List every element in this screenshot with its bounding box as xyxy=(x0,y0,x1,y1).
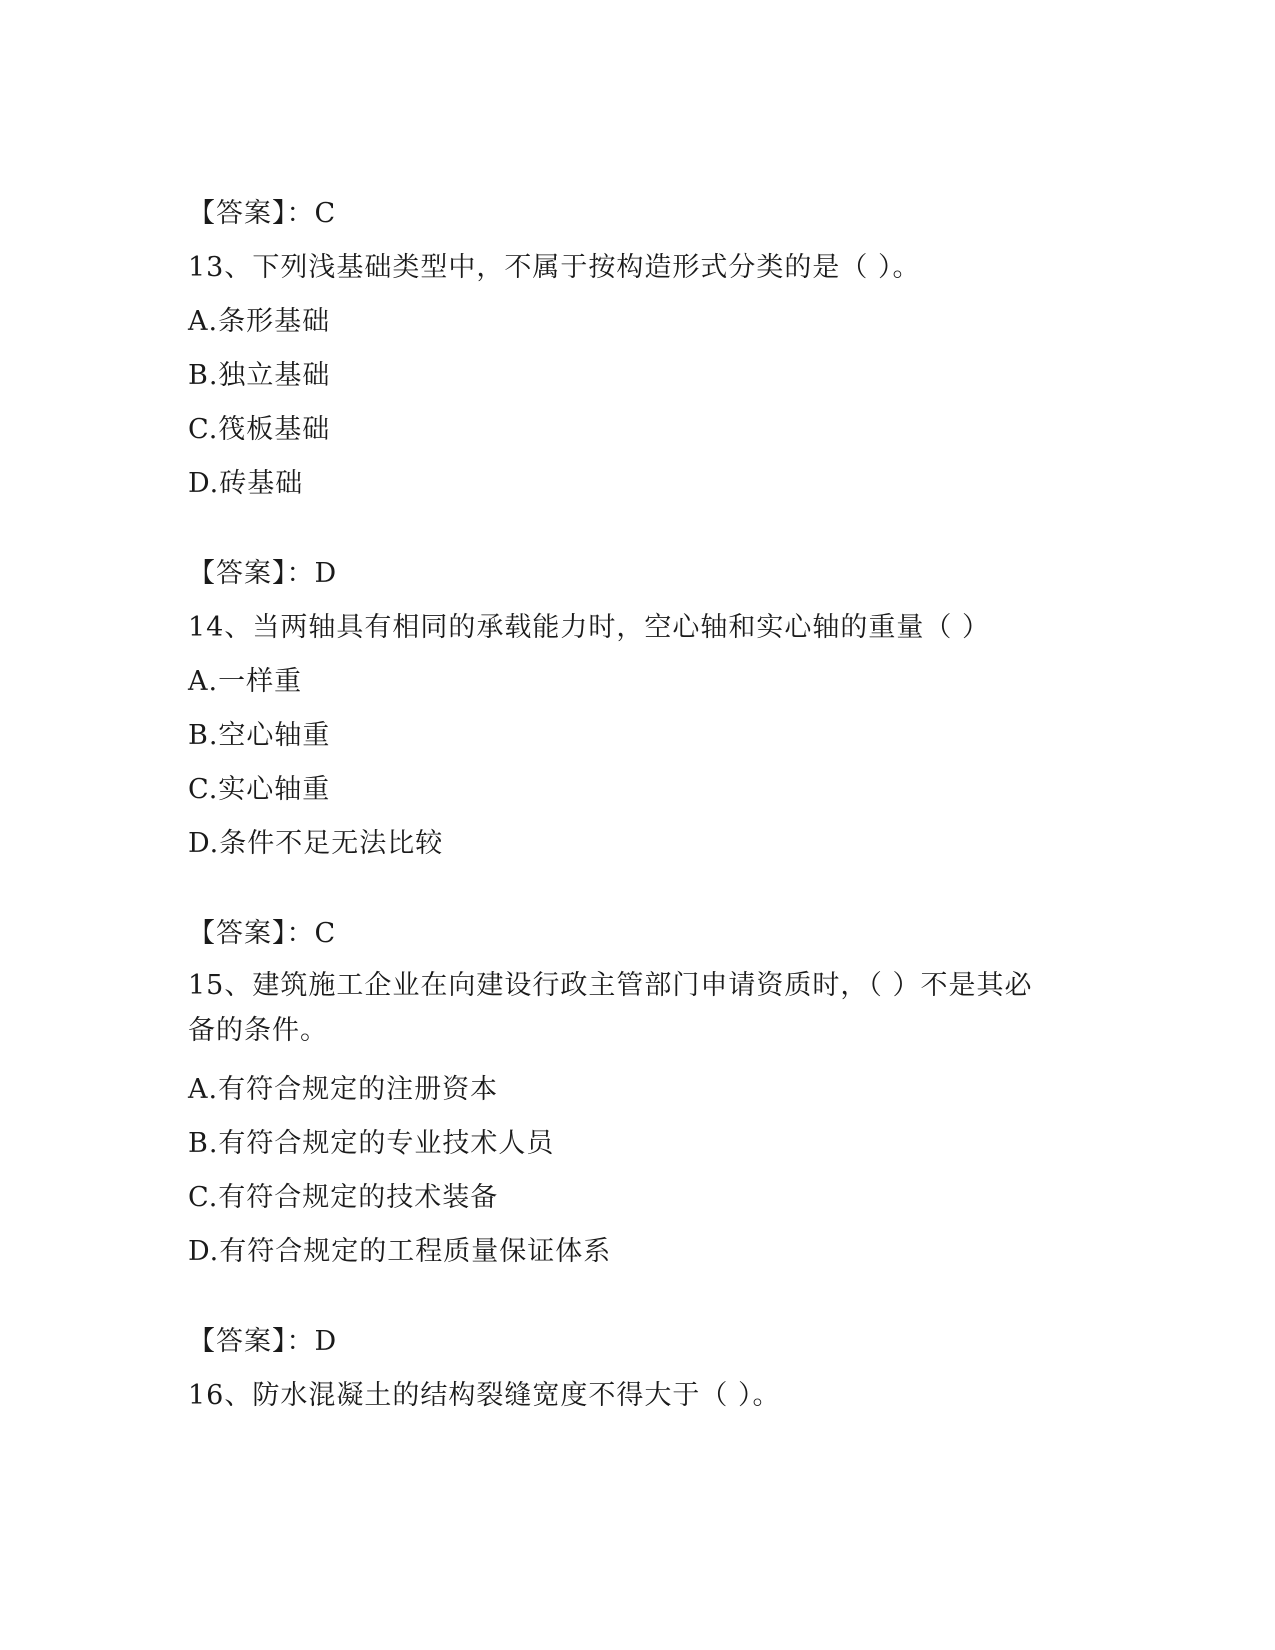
option-15-a: A.有符合规定的注册资本 xyxy=(188,1074,499,1105)
answer-13: 【答案】：D xyxy=(188,558,338,589)
option-14-a: A.一样重 xyxy=(188,666,303,697)
question-15: 15、建筑施工企业在向建设行政主管部门申请资质时，（ ）不是其必备的条件。 xyxy=(188,970,1033,1046)
option-13-b: B.独立基础 xyxy=(188,360,331,391)
option-15-d: D.有符合规定的工程质量保证体系 xyxy=(188,1236,612,1267)
option-13-d: D.砖基础 xyxy=(188,468,304,499)
question-14: 14、当两轴具有相同的承载能力时，空心轴和实心轴的重量（ ） xyxy=(188,612,990,643)
option-13-c: C.筏板基础 xyxy=(188,414,331,445)
option-14-d: D.条件不足无法比较 xyxy=(188,828,444,859)
option-14-b: B.空心轴重 xyxy=(188,720,331,751)
option-14-c: C.实心轴重 xyxy=(188,774,331,805)
option-15-c: C.有符合规定的技术装备 xyxy=(188,1182,499,1213)
question-16: 16、防水混凝土的结构裂缝宽度不得大于（ ）。 xyxy=(188,1380,781,1411)
option-15-b: B.有符合规定的专业技术人员 xyxy=(188,1128,555,1159)
question-13: 13、下列浅基础类型中，不属于按构造形式分类的是（ ）。 xyxy=(188,252,921,283)
option-13-a: A.条形基础 xyxy=(188,306,331,337)
answer-12: 【答案】：C xyxy=(188,198,337,229)
answer-14: 【答案】：C xyxy=(188,918,337,949)
answer-15: 【答案】：D xyxy=(188,1326,338,1357)
